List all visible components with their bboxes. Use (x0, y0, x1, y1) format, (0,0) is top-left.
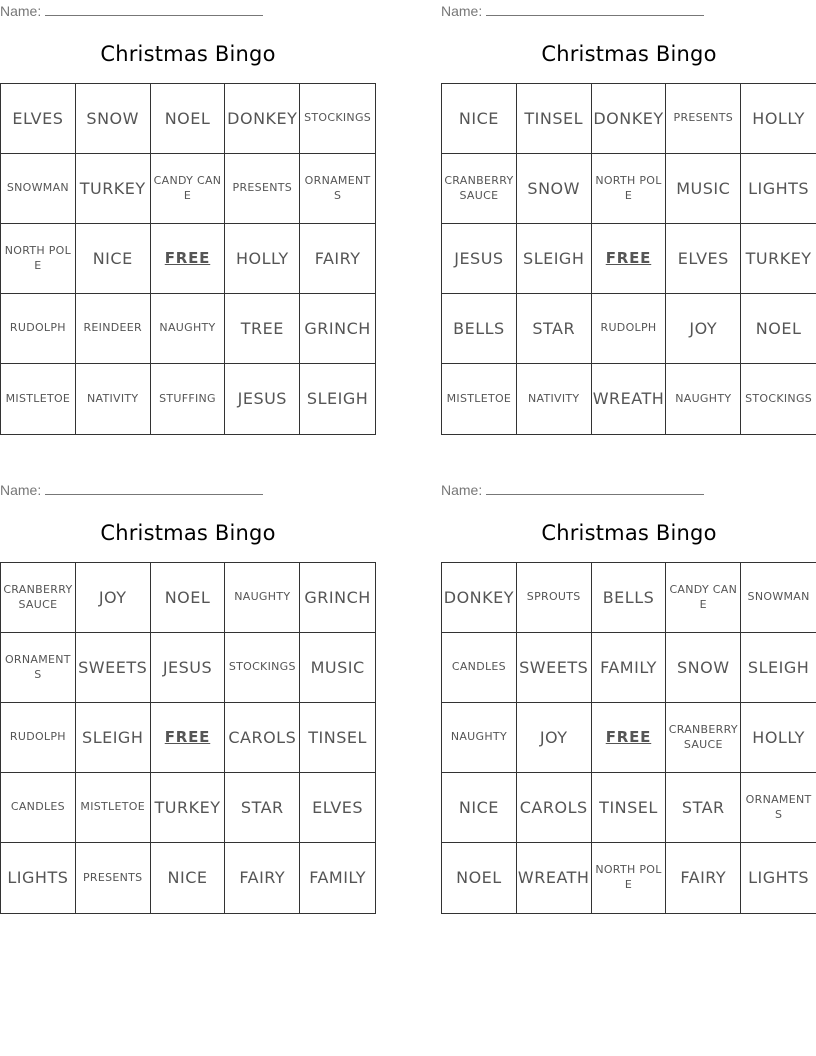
bingo-cell[interactable]: FAMILY (309, 868, 366, 888)
bingo-cell[interactable]: SWEETS (517, 633, 592, 703)
free-space-cell[interactable]: FREE (592, 703, 667, 773)
bingo-cell[interactable]: FAIRY (225, 843, 300, 913)
bingo-cell[interactable]: CAROLS (517, 773, 592, 843)
bingo-cell[interactable]: ELVES (1, 84, 76, 154)
bingo-cell[interactable]: JESUS (442, 224, 517, 294)
bingo-cell[interactable]: TINSEL (592, 773, 667, 843)
card-title: Christmas Bingo (541, 521, 717, 545)
bingo-cell[interactable]: CAROLS (225, 703, 300, 773)
bingo-cell[interactable]: NICE (442, 84, 517, 154)
bingo-cell[interactable]: MISTLETOE (1, 364, 76, 434)
bingo-cell[interactable]: SLEIGH (517, 224, 592, 294)
bingo-cell[interactable]: CRANBERRY SAUCE (1, 563, 76, 633)
bingo-cell[interactable]: PRESENTS (76, 843, 151, 913)
bingo-cell[interactable]: TINSEL (300, 703, 375, 773)
free-space-cell[interactable]: FREE (151, 703, 226, 773)
bingo-cell[interactable]: JESUS (225, 364, 300, 434)
name-line (0, 3, 263, 19)
bingo-cell[interactable]: SNOW (517, 154, 592, 224)
bingo-cell[interactable]: HOLLY (741, 84, 816, 154)
bingo-cell[interactable]: FAIRY (666, 843, 741, 913)
free-space-cell[interactable]: FREE (151, 224, 226, 294)
bingo-cell[interactable]: WREATH (592, 364, 667, 434)
bingo-cell[interactable]: NICE (442, 773, 517, 843)
bingo-cell[interactable]: NATIVITY (76, 364, 151, 434)
bingo-cell[interactable]: SLEIGH (76, 703, 151, 773)
bingo-cell[interactable]: MISTLETOE (442, 364, 517, 434)
bingo-cell[interactable]: FAIRY (300, 224, 375, 294)
bingo-cell[interactable]: HOLLY (225, 224, 300, 294)
bingo-grid (0, 562, 376, 914)
bingo-cell[interactable]: STOCKINGS (745, 391, 813, 405)
bingo-cell[interactable]: DONKEY (592, 84, 667, 154)
bingo-cell[interactable]: NATIVITY (517, 364, 592, 434)
bingo-cell[interactable]: DONKEY (225, 84, 300, 154)
bingo-cell[interactable]: JOY (76, 563, 151, 633)
bingo-cell[interactable]: SNOW (666, 633, 741, 703)
bingo-cell[interactable]: MUSIC (300, 633, 375, 703)
bingo-cell[interactable]: SNOWMAN (741, 563, 816, 633)
bingo-cell[interactable]: NAUGHTY (151, 294, 226, 364)
name-blank[interactable] (45, 3, 263, 16)
bingo-cell[interactable]: MUSIC (666, 154, 741, 224)
name-line (441, 482, 704, 498)
bingo-cell[interactable]: WREATH (517, 843, 592, 913)
bingo-cell[interactable]: TURKEY (151, 773, 226, 843)
bingo-cell[interactable]: PRESENTS (666, 84, 741, 154)
free-space-cell[interactable]: FREE (592, 224, 667, 294)
bingo-cell[interactable]: NOEL (151, 84, 226, 154)
name-label: Name: (0, 482, 42, 498)
bingo-cell[interactable]: LIGHTS (748, 868, 810, 888)
bingo-cell[interactable]: CANDY CANE (151, 154, 226, 224)
bingo-cell[interactable]: GRINCH (300, 563, 375, 633)
bingo-cell[interactable]: CRANBERRY SAUCE (442, 154, 517, 224)
bingo-grid (0, 83, 376, 435)
bingo-cell[interactable]: TREE (225, 294, 300, 364)
name-line (441, 3, 704, 19)
bingo-cell[interactable]: ELVES (300, 773, 375, 843)
card-title: Christmas Bingo (541, 42, 717, 66)
name-label: Name: (441, 482, 483, 498)
bingo-cell[interactable]: SNOW (76, 84, 151, 154)
bingo-cell[interactable]: STAR (225, 773, 300, 843)
bingo-cell[interactable]: DONKEY (442, 563, 517, 633)
bingo-cell[interactable]: ELVES (666, 224, 741, 294)
bingo-cell[interactable]: NOEL (741, 294, 816, 364)
bingo-cell[interactable]: SNOWMAN (1, 154, 76, 224)
name-blank[interactable] (45, 482, 263, 495)
card-title: Christmas Bingo (100, 42, 276, 66)
bingo-cell[interactable]: RUDOLPH (1, 294, 76, 364)
bingo-cell[interactable]: NORTH POLE (592, 154, 667, 224)
bingo-cell[interactable]: NOEL (151, 563, 226, 633)
bingo-cell[interactable]: NAUGHTY (442, 703, 517, 773)
bingo-cell[interactable]: HOLLY (741, 703, 816, 773)
bingo-cell[interactable]: SPROUTS (517, 563, 592, 633)
bingo-cell[interactable]: NICE (76, 224, 151, 294)
bingo-cell[interactable]: NORTH POLE (1, 224, 76, 294)
bingo-cell[interactable]: RUDOLPH (592, 294, 667, 364)
bingo-cell[interactable]: SLEIGH (741, 633, 816, 703)
bingo-cell[interactable]: BELLS (592, 563, 667, 633)
bingo-cell[interactable]: NICE (151, 843, 226, 913)
bingo-cell[interactable]: CANDY CANE (666, 563, 741, 633)
bingo-cell[interactable]: REINDEER (76, 294, 151, 364)
bingo-cell[interactable]: CRANBERRY SAUCE (666, 703, 741, 773)
bingo-cell[interactable]: TINSEL (517, 84, 592, 154)
bingo-cell[interactable]: RUDOLPH (1, 703, 76, 773)
bingo-grid (441, 562, 816, 914)
bingo-cell[interactable]: NAUGHTY (666, 364, 741, 434)
bingo-cell[interactable]: SWEETS (76, 633, 151, 703)
name-label: Name: (441, 3, 483, 19)
bingo-cell[interactable]: TURKEY (76, 154, 151, 224)
bingo-cell[interactable]: LIGHTS (741, 154, 816, 224)
bingo-cell[interactable]: STOCKINGS (300, 84, 375, 154)
bingo-cell[interactable]: JOY (517, 703, 592, 773)
bingo-cell[interactable]: ORNAMENTS (1, 633, 76, 703)
bingo-cell[interactable]: TURKEY (741, 224, 816, 294)
bingo-cell[interactable]: PRESENTS (225, 154, 300, 224)
bingo-cell[interactable]: LIGHTS (1, 843, 76, 913)
bingo-grid (441, 83, 816, 435)
bingo-cell[interactable]: SLEIGH (306, 389, 369, 409)
bingo-cell[interactable]: FAMILY (592, 633, 667, 703)
bingo-cell[interactable]: STAR (666, 773, 741, 843)
name-line (0, 482, 263, 498)
name-blank[interactable] (486, 3, 704, 16)
card-title: Christmas Bingo (100, 521, 276, 545)
bingo-cell[interactable]: NORTH POLE (592, 843, 667, 913)
bingo-cell[interactable]: CANDLES (442, 633, 517, 703)
bingo-cell[interactable]: GRINCH (300, 294, 375, 364)
bingo-cell[interactable]: ORNAMENTS (300, 154, 375, 224)
name-blank[interactable] (486, 482, 704, 495)
bingo-cell[interactable]: STAR (517, 294, 592, 364)
bingo-cell[interactable]: BELLS (442, 294, 517, 364)
name-label: Name: (0, 3, 42, 19)
bingo-cell[interactable]: STOCKINGS (225, 633, 300, 703)
bingo-cell[interactable]: NAUGHTY (225, 563, 300, 633)
bingo-cell[interactable]: JESUS (151, 633, 226, 703)
bingo-cell[interactable]: MISTLETOE (76, 773, 151, 843)
bingo-cell[interactable]: CANDLES (1, 773, 76, 843)
bingo-cell[interactable]: STUFFING (151, 364, 226, 434)
bingo-cell[interactable]: NOEL (442, 843, 517, 913)
bingo-cell[interactable]: ORNAMENTS (741, 773, 816, 843)
bingo-cell[interactable]: JOY (666, 294, 741, 364)
